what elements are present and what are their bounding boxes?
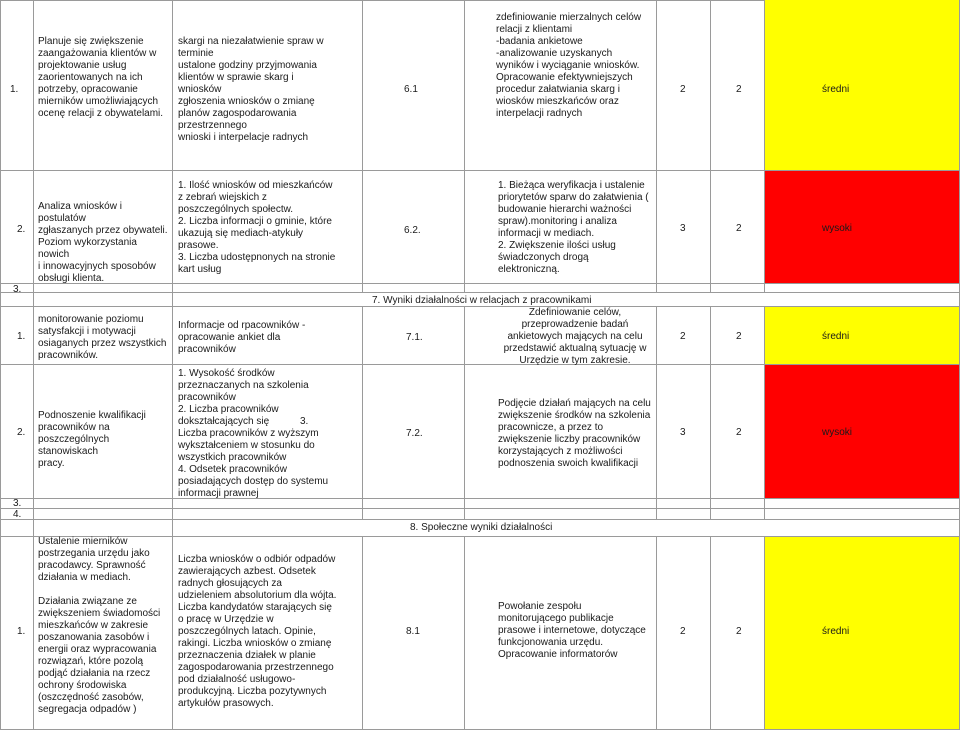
probability-cell: 2 [680, 626, 686, 637]
goal-cell: monitorowanie poziomu satysfakcji i motywacji osiaganych przez wszystkich pracowników. [38, 314, 167, 361]
grid-line [656, 306, 657, 519]
grid-line [172, 0, 173, 730]
indicators-cell: skargi na niezałatwienie spraw w terminie ustalone godziny przyjmowania klientów w sprawie skarg i wniosków zgłoszenia wniosków o zmianę planów zagospodarowania przestrzennego wnioski i interpelacje radnych [178, 36, 324, 143]
actions-cell: Podjęcie działań mających na celu zwiększenie środków na szkolenia pracownicze, a przez to zwiększenie liczby pracowników korzystających z możliwości podnoszenia swoich kwalifikacji [498, 398, 651, 469]
grid-line [362, 0, 363, 292]
probability-cell: 2 [680, 84, 686, 95]
code-cell: 7.1. [406, 332, 423, 343]
grid-line [656, 0, 657, 292]
risk-cell-high [765, 171, 959, 283]
goal-cell: Ustalenie mierników postrzegania urzędu jako pracodawcy. Sprawność działania w mediach. Działania związane ze zwiększeniem świadomości mieszkańców w zakresie poszanowania zasobów i energii oraz wypracowania rozwiązań, które pozolą podjąć działania na rzecz ochrony środowiska (oszczędność zasobów, segregacja odpadów ) [38, 536, 161, 715]
grid-line [33, 0, 34, 730]
row-number: 1. [17, 331, 26, 342]
row-number: 2. [17, 427, 26, 438]
indicators-cell: Informacje od rpacowników - opracowanie ankiet dla pracowników [178, 320, 306, 355]
risk-cell-medium [765, 537, 959, 729]
impact-cell: 2 [736, 84, 742, 95]
row-number: 1. [10, 84, 19, 95]
probability-cell: 3 [680, 223, 686, 234]
indicators-extra: 3. [300, 416, 309, 427]
risk-level: wysoki [822, 427, 853, 438]
row-number: 4. [13, 509, 22, 520]
section-title: 8. Społeczne wyniki działalności [410, 522, 553, 533]
code-cell: 8.1 [406, 626, 420, 637]
row-number: 3. [13, 498, 22, 509]
impact-cell: 2 [736, 427, 742, 438]
probability-cell: 2 [680, 331, 686, 342]
risk-cell-medium [765, 0, 959, 170]
impact-cell: 2 [736, 331, 742, 342]
grid-line [710, 0, 711, 292]
code-cell: 6.2. [404, 225, 421, 236]
actions-cell: 1. Bieżąca weryfikacja i ustalenie priorytetów sparw do załatwienia ( budowanie hierarchi ważności spraw).monitoring i analiza informacji w mediach. 2. Zwiększenie ilości usług świadczonych drogą elektroniczną. [498, 180, 649, 275]
grid-line [0, 519, 960, 520]
actions-cell: Powołanie zespołu monitorującego publikacje prasowe i internetowe, dotyczące funkcjonowania urzędu. Opracowanie informatorów [498, 601, 646, 660]
grid-line [710, 306, 711, 519]
grid-line [464, 306, 465, 519]
row-number: 2. [17, 224, 26, 235]
grid-line [0, 498, 960, 499]
row-number: 3. [13, 284, 22, 295]
row-number: 1. [17, 626, 26, 637]
impact-cell: 2 [736, 626, 742, 637]
probability-cell: 3 [680, 427, 686, 438]
grid-line [0, 0, 1, 730]
grid-line [362, 536, 363, 730]
actions-cell: zdefiniowanie mierzalnych celów relacji z klientami -badania ankietowe -analizowanie uzyskanych wyników i wyciąganie wniosków. Opracowanie efektywniejszych procedur załatwiania skarg i wiosków mieszkańców oraz interpelacji radnych [496, 12, 642, 119]
risk-cell-high [765, 365, 959, 498]
code-cell: 6.1 [404, 84, 418, 95]
goal-cell: Planuje się zwiększenie zaangażowania klientów w projektowanie usług zaorientowanych na ich potrzeby, opracowanie mierników umożliwiających ocenę relacji z obywatelami. [38, 36, 164, 119]
indicators-cell: Liczba wniosków o odbiór odpadów zawierających azbest. Odsetek radnych głosujących za udzieleniem absolutorium dla wójta. Liczba kandydatów starających się o pracę w Urzędzie w poszczególnych latach. Opinie, rakingi. Liczba wniosków o zmianę przeznaczenia działek w planie zagospodarowania przestrzennego pod działalność usługowo- produkcyjną. Liczba pozytywnych artykułów prasowych. [178, 554, 337, 709]
indicators-cell: 1. Wysokość środków przeznaczanych na szkolenia pracowników 2. Liczba pracowników dokształcających się Liczba pracowników z wyższym wykształceniem w stosunku do wszystkich pracowników 4. Odsetek pracowników posiadających dostęp do systemu informacji prawnej [178, 368, 329, 499]
grid-line [464, 536, 465, 730]
grid-line [362, 306, 363, 519]
risk-level: średni [822, 84, 850, 95]
goal-cell: Analiza wniosków i postulatów zgłaszanych przez obywateli. Poziom wykorzystania nowich i innowacyjnych sposobów obsługi klienta. [38, 201, 168, 284]
impact-cell: 2 [736, 223, 742, 234]
indicators-cell: 1. Ilość wniosków od mieszkańców z zebrań wiejskich z poszczególnych społectw. 2. Liczba informacji o gminie, które ukazują się mediach-atykuły prasowe. 3. Liczba udostępnonych na stronie kart usług [178, 180, 336, 275]
risk-level: wysoki [822, 223, 853, 234]
grid-line [464, 0, 465, 292]
risk-level: średni [822, 626, 850, 637]
grid-line [0, 508, 960, 509]
risk-cell-medium [765, 307, 959, 364]
risk-level: średni [822, 331, 850, 342]
grid-line [0, 292, 960, 293]
section-title: 7. Wyniki działalności w relacjach z pracownikami [372, 295, 592, 306]
goal-cell: Podnoszenie kwalifikacji pracowników na poszczególnych stanowiskach pracy. [38, 410, 146, 469]
actions-cell: Zdefiniowanie celów, przeprowadzenie badań ankietowych mających na celu przedstawić aktualną sytuację w Urzędzie w tym zakresie. [503, 307, 647, 366]
grid-line [656, 536, 657, 730]
grid-line [710, 536, 711, 730]
code-cell: 7.2. [406, 428, 423, 439]
